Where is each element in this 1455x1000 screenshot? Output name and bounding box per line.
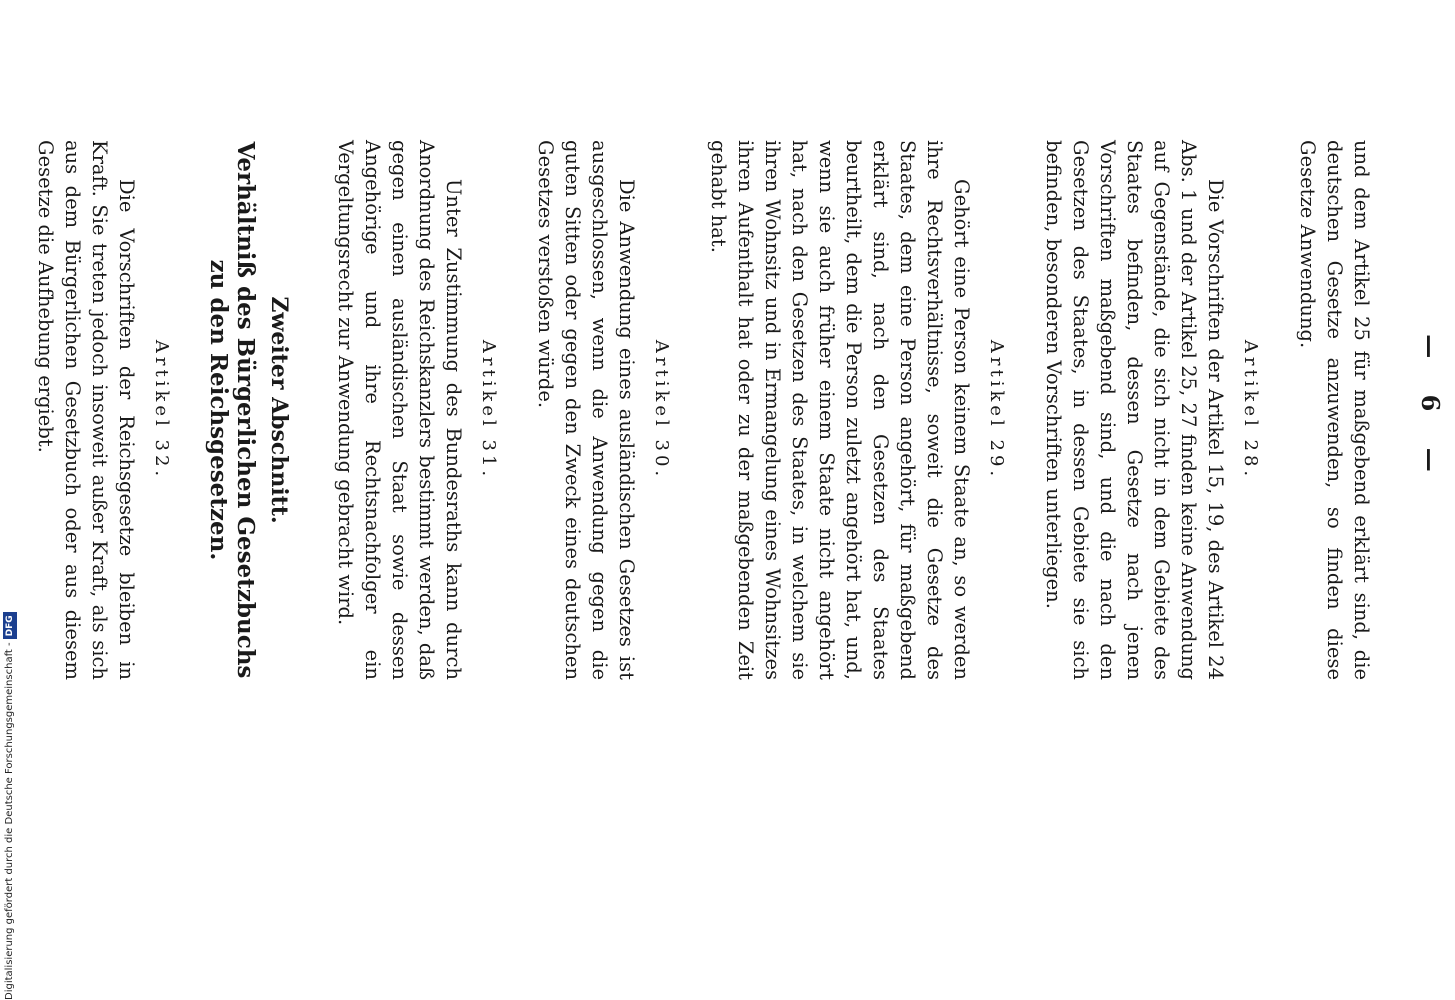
article-33-heading bbox=[0, 140, 2, 680]
article-31-text: Unter Zustimmung des Bundesraths kann durch Anordnung des Reichskanzlers bestimmt werden, daß gegen einen ausländischen Staat sowie dessen Angehörige und ihre Rechtsnachfolger ein Vergeltungsrecht zur Anwendung gebracht wird. bbox=[334, 140, 465, 680]
section-title: Zweiter Abschnitt. bbox=[266, 296, 292, 524]
article-31-heading: Artikel 31. bbox=[478, 339, 499, 481]
page-body bbox=[0, 140, 1375, 680]
article-28-text: Die Vorschriften der Artikel 15, 19, des Artikel 24 Abs. 1 und der Artikel 25, 27 finden keine Anwendung auf Gegenstände, die sich nicht in dem Gebiete des Staates befinden, dessen Gesetze nach jenen Vorschriften maßgebend sind, und die nach den Gesetzen des Staates, in dessen Gebiete sie sich befinden, besonderen Vorschriften unterliegen. bbox=[1042, 140, 1227, 680]
article-30-text: Die Anwendung eines ausländischen Gesetzes ist ausgeschlossen, wenn die Anwendung gegen die guten Sitten oder gegen den Zweck eines deutschen Gesetzes verstoßen würde. bbox=[534, 140, 638, 680]
article-32-text: Die Vorschriften der Reichsgesetze bleiben in Kraft. Sie treten jedoch insoweit außer Kraft, als sich aus dem Bürgerlichen Gesetzbuch oder aus diesem Gesetze die Aufhebung ergiebt. bbox=[34, 140, 138, 680]
digitization-credit bbox=[0, 600, 20, 1000]
article-32-heading: Artikel 32. bbox=[151, 339, 172, 481]
intro-paragraph: und dem Artikel 25 für maßgebend erklärt sind, die deutschen Gesetze anzuwenden, so finden diese Gesetze Anwendung. bbox=[1296, 140, 1373, 680]
credit-text: Digitalisierung gefördert durch die Deutsche Forschungsgemeinschaft - bbox=[4, 642, 15, 1000]
article-29-text: Gehört eine Person keinem Staate an, so werden ihre Rechtsverhältnisse, soweit die Gesetze des Staates, dem eine Person angehört, für maßgebend erklärt sind, nach den Gesetzen des Staates beurtheilt, dem die Person zuletzt angehört hat, und, wenn sie auch früher einem Staate nicht angehört hat, nach den Gesetzen des Staates, in welchem sie ihren Wohnsitz und in Ermangelung eines Wohnsitzes ihren Aufenthalt hat oder zu der maßgebenden Zeit gehabt hat. bbox=[707, 140, 973, 680]
article-29-heading: Artikel 29. bbox=[986, 339, 1007, 481]
article-30-heading: Artikel 30. bbox=[651, 339, 672, 481]
section-subtitle: Verhältniß des Bürgerlichen Gesetzbuchs zu den Reichsgesetzen. bbox=[205, 141, 259, 679]
page-number: — 6 — bbox=[1416, 334, 1445, 486]
dfg-logo: DFG bbox=[3, 612, 17, 639]
article-28-heading: Artikel 28. bbox=[1240, 339, 1261, 481]
